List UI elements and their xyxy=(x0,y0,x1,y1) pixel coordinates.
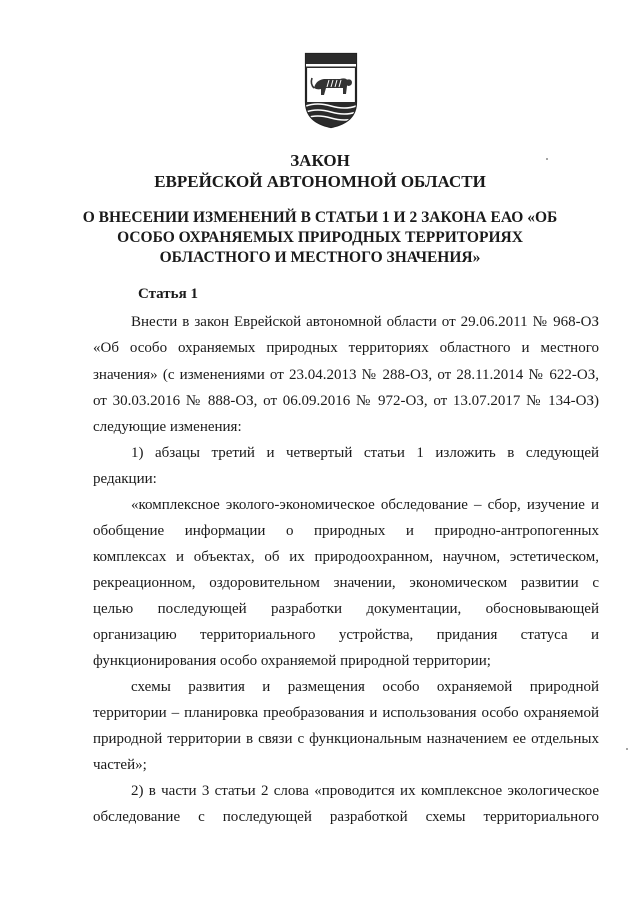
body-line: целью последующей разработки документации, обосновывающей xyxy=(93,601,599,617)
law-title xyxy=(0,150,640,192)
body-line: от 30.03.2016 № 888-ОЗ, от 06.09.2016 № 972-ОЗ, от 13.07.2017 № 134-ОЗ) xyxy=(93,393,599,409)
body-line: функционирования особо охраняемой природной территории; xyxy=(93,653,491,669)
body-line: редакции: xyxy=(93,471,157,487)
scan-speck xyxy=(546,158,548,160)
body-line: схемы развития и размещения особо охраняемой природной xyxy=(131,679,599,695)
subtitle-line: ОБЛАСТНОГО И МЕСТНОГО ЗНАЧЕНИЯ» xyxy=(159,249,481,266)
body-line: «Об особо охраняемых природных территориях областного и местного xyxy=(93,340,599,356)
body-line: природной территории в связи с функциональным назначением ее отдельных xyxy=(93,731,599,747)
body-line: «комплексное эколого-экономическое обследование – сбор, изучение и xyxy=(131,497,599,513)
scan-speck xyxy=(626,748,628,750)
coat-of-arms-emblem xyxy=(302,50,360,130)
body-line: обследование с последующей разработкой схемы территориального xyxy=(93,809,599,825)
law-title-word: ЗАКОН xyxy=(290,151,350,170)
body-line: территории – планировка преобразования и использования особо охраняемой xyxy=(93,705,599,721)
body-line: частей»; xyxy=(93,757,147,773)
law-subtitle xyxy=(0,208,640,268)
body-line: обобщение информации о природных и природно-антропогенных xyxy=(93,523,599,539)
body-line: рекреационном, оздоровительном значении, экономическом развитии с xyxy=(93,575,599,591)
subtitle-line: ОСОБО ОХРАНЯЕМЫХ ПРИРОДНЫХ ТЕРРИТОРИЯХ xyxy=(117,229,523,246)
subtitle-line: О ВНЕСЕНИИ ИЗМЕНЕНИЙ В СТАТЬИ 1 И 2 ЗАКОНА ЕАО «ОБ xyxy=(82,209,558,226)
body-line: организацию территориального устройства, придания статуса и xyxy=(93,627,599,643)
body-line: значения» (с изменениями от 23.04.2013 № 288-ОЗ, от 28.11.2014 № 622-ОЗ, xyxy=(93,367,599,383)
body-line: комплексах и объектах, об их природоохранном, научном, эстетическом, xyxy=(93,549,599,565)
region-name: ЕВРЕЙСКОЙ АВТОНОМНОЙ ОБЛАСТИ xyxy=(154,172,486,191)
body-line: 2) в части 3 статьи 2 слова «проводится их комплексное экологическое xyxy=(131,783,599,799)
body-line: Внести в закон Еврейской автономной области от 29.06.2011 № 968-ОЗ xyxy=(131,314,599,330)
article-heading: Статья 1 xyxy=(138,286,198,302)
body-line: следующие изменения: xyxy=(93,419,242,435)
body-line: 1) абзацы третий и четвертый статьи 1 изложить в следующей xyxy=(131,445,599,461)
